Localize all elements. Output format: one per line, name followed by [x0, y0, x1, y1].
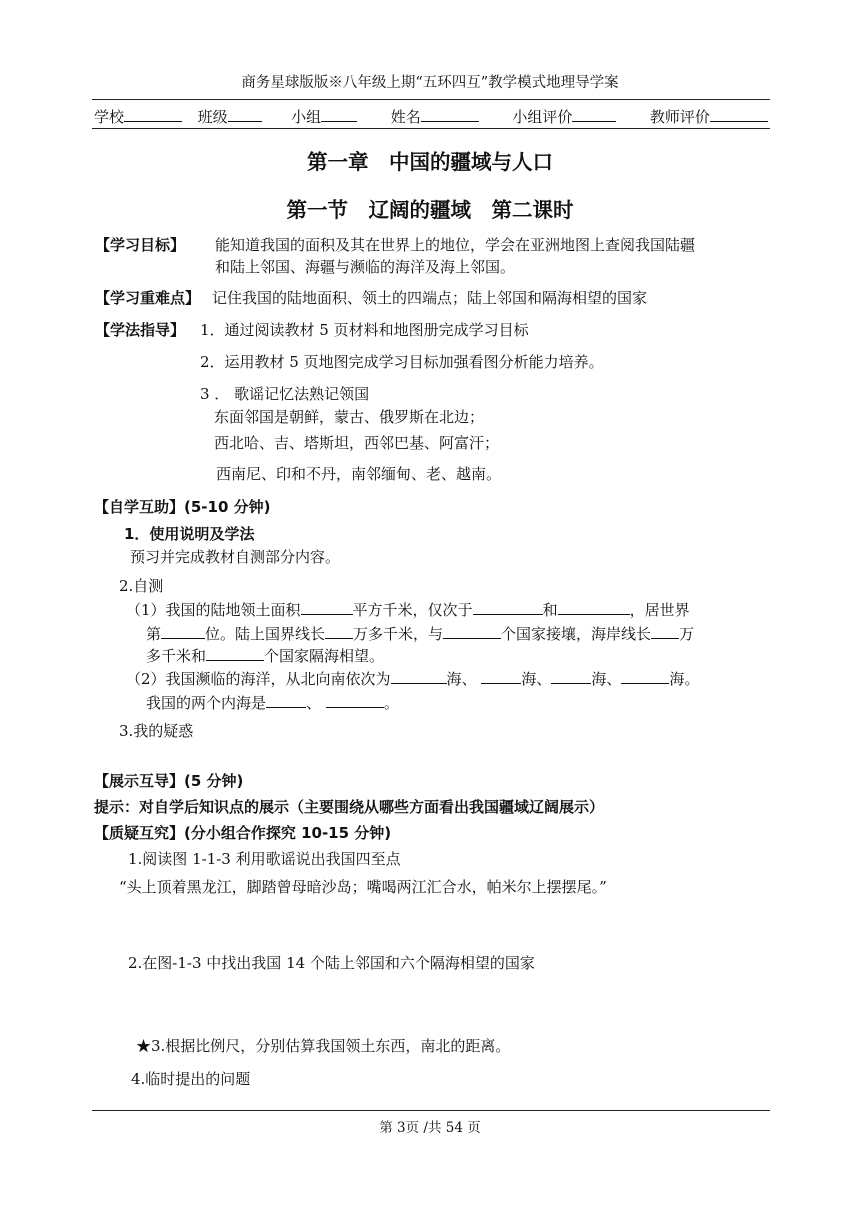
- blank-country-1[interactable]: [473, 599, 543, 615]
- field-school-blank[interactable]: [124, 106, 182, 122]
- inquiry-question-4: 4.临时提出的问题: [131, 1070, 251, 1088]
- field-teacher-eval-label: 教师评价: [649, 108, 710, 126]
- self-study-sub1-text: 预习并完成教材自测部分内容。: [130, 548, 341, 566]
- header-top-rule: [92, 99, 770, 100]
- inquiry-quote: “头上顶着黑龙江，脚踏曾母暗沙岛；嘴喝两江汇合水，帕米尔上摆摆尾。”: [119, 878, 607, 896]
- field-school-label: 学校: [94, 108, 125, 126]
- key-points-label: 【学习重难点】: [95, 289, 201, 307]
- blank-rank[interactable]: [161, 623, 205, 639]
- method-item-1: 1．通过阅读教材 5 页材料和地图册完成学习目标: [200, 321, 529, 339]
- field-group-eval-blank[interactable]: [572, 106, 616, 122]
- chapter-title: 第一章 中国的疆域与人口: [307, 150, 553, 174]
- self-study-label: 【自学互助】(5-10 分钟): [94, 498, 271, 516]
- blank-sea-neighbors[interactable]: [206, 645, 264, 661]
- field-group-eval-label: 小组评价: [512, 108, 573, 126]
- field-class-label: 班级: [197, 108, 228, 126]
- field-group-label: 小组: [291, 108, 322, 126]
- key-points-text: 记住我国的陆地面积、领土的四端点；陆上邻国和隔海相望的国家: [212, 289, 648, 307]
- inquiry-question-2: 2.在图-1-3 中找出我国 14 个陆上邻国和六个隔海相望的国家: [128, 954, 535, 972]
- blank-coast-length[interactable]: [651, 623, 679, 639]
- section-title: 第一节 辽阔的疆域 第二课时: [286, 198, 574, 222]
- inquiry-question-1: 1.阅读图 1-1-3 利用歌谣说出我国四至点: [128, 850, 401, 868]
- song-line-1: 东面邻国是朝鲜，蒙古、俄罗斯在北边；: [214, 408, 485, 426]
- blank-sea-2[interactable]: [481, 668, 521, 684]
- inquiry-label: 【质疑互究】(分小组合作探究 10-15 分钟): [94, 824, 392, 842]
- blank-inland-sea-1[interactable]: [266, 692, 306, 708]
- question-2-line2: 我国的两个内海是 、 。: [146, 694, 399, 712]
- method-item-2: 2．运用教材 5 页地图完成学习目标加强看图分析能力培养。: [200, 353, 604, 371]
- blank-inland-sea-2[interactable]: [326, 692, 384, 708]
- header-bottom-rule: [92, 128, 770, 129]
- self-study-sub3: 3.我的疑惑: [119, 722, 194, 740]
- question-1-line2: 第 位。陆上国界线长 万多千米，与 个国家接壤，海岸线长 万: [146, 625, 695, 643]
- running-header: 商务星球版版※八年级上期“五环四互”教学模式地理导学案: [241, 75, 619, 91]
- inquiry-question-3: ★3.根据比例尺，分别估算我国领土东西，南北的距离。: [136, 1037, 511, 1055]
- song-line-2: 西北哈、吉、塔斯坦，西邻巴基、阿富汗；: [214, 434, 500, 452]
- field-name-label: 姓名: [390, 108, 421, 126]
- goals-label: 【学习目标】: [95, 236, 186, 254]
- blank-border-length[interactable]: [325, 623, 353, 639]
- song-line-3: 西南尼、印和不丹，南邻缅甸、老、越南。: [216, 465, 502, 483]
- question-1-line1: （1）我国的陆地领土面积 平方千米，仅次于 和 ，居世界: [126, 601, 690, 619]
- blank-sea-3[interactable]: [551, 668, 591, 684]
- blank-country-2[interactable]: [558, 599, 630, 615]
- blank-sea-1[interactable]: [391, 668, 447, 684]
- field-name-blank[interactable]: [421, 106, 479, 122]
- self-study-sub1: 1．使用说明及学法: [124, 525, 255, 543]
- page-number: 第 3页 /共 54 页: [379, 1120, 481, 1136]
- footer-rule: [92, 1110, 770, 1111]
- blank-sea-4[interactable]: [621, 668, 669, 684]
- field-class-blank[interactable]: [228, 106, 262, 122]
- blank-area[interactable]: [301, 599, 353, 615]
- display-label: 【展示互导】(5 分钟): [94, 772, 244, 790]
- display-hint: 提示：对自学后知识点的展示（主要围绕从哪些方面看出我国疆域辽阔展示）: [94, 798, 605, 816]
- method-item-3: 3 ． 歌谣记忆法熟记领国: [200, 385, 370, 403]
- question-2-line1: （2）我国濒临的海洋，从北向南依次为 海、 海、 海、 海。: [126, 670, 700, 688]
- self-study-sub2: 2.自测: [119, 577, 164, 595]
- field-group-blank[interactable]: [321, 106, 357, 122]
- goals-line1: 能知道我国的面积及其在世界上的地位，学会在亚洲地图上查阅我国陆疆: [215, 236, 696, 254]
- method-label: 【学法指导】: [95, 321, 186, 339]
- blank-land-neighbors[interactable]: [443, 623, 501, 639]
- goals-line2: 和陆上邻国、海疆与濒临的海洋及海上邻国。: [215, 258, 516, 276]
- question-1-line3: 多千米和 个国家隔海相望。: [146, 647, 385, 665]
- field-teacher-eval-blank[interactable]: [710, 106, 768, 122]
- student-info-row: [94, 106, 768, 127]
